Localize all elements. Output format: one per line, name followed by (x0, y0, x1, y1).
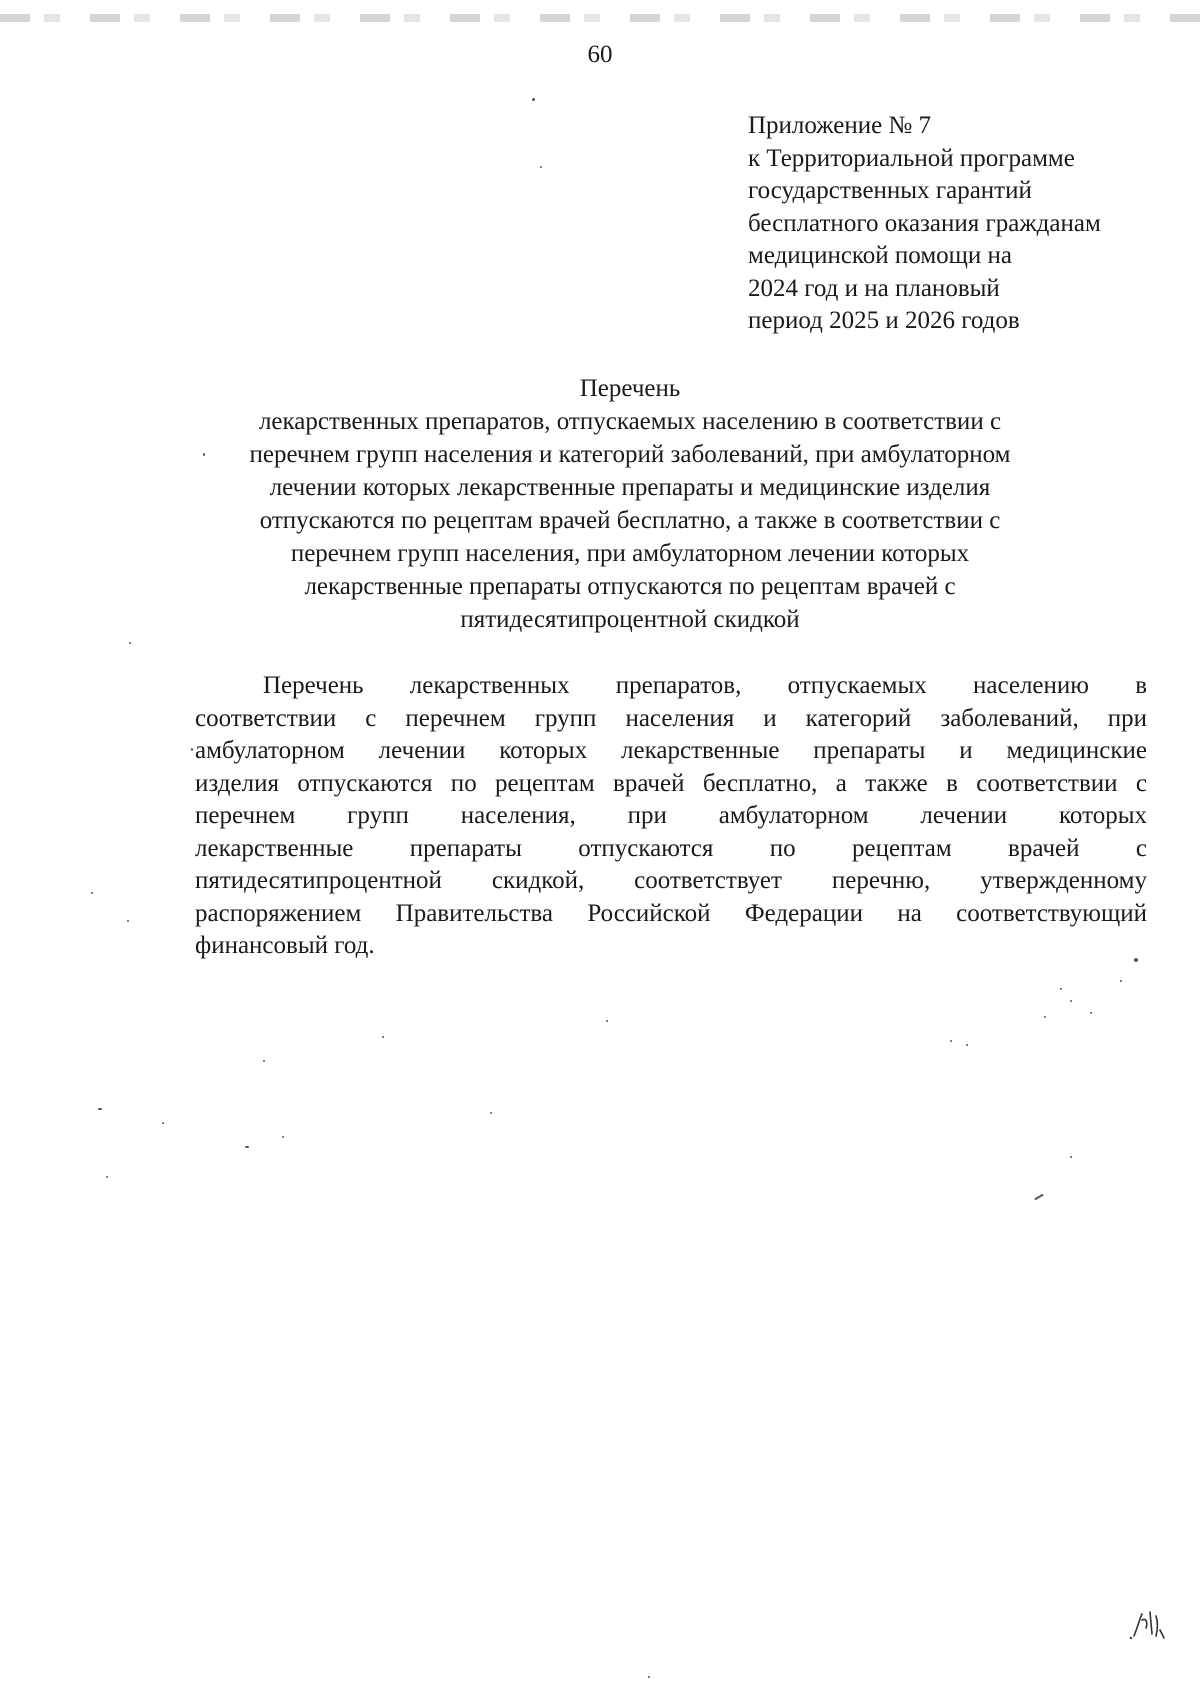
body-line: амбулаторном лечении которых лекарственные препараты и медицинские (195, 737, 1147, 764)
scan-speck (106, 1176, 108, 1178)
scan-speck (127, 920, 129, 922)
body-line: Перечень лекарственных препаратов, отпускаемых населению в (263, 672, 1147, 699)
body-line: перечнем групп населения, при амбулаторном лечении которых (195, 802, 1147, 829)
scan-speck (1134, 958, 1138, 962)
scan-speck (1044, 1016, 1046, 1018)
heading-line: пятидесятипроцентной скидкой (460, 606, 800, 633)
scan-speck (191, 748, 193, 751)
scan-speck (1060, 988, 1062, 990)
appendix-line: государственных гарантий (748, 177, 1032, 204)
body-line: распоряжением Правительства Российской Федерации на соответствующий (195, 899, 1147, 927)
scan-speck (282, 1136, 284, 1138)
heading-line: отпускаются по рецептам врачей бесплатно, а также в соответствии с (259, 507, 1001, 534)
scan-speck (532, 98, 535, 101)
scan-speck (1070, 1000, 1072, 1002)
appendix-line: бесплатного оказания гражданам (748, 209, 1101, 237)
scan-speck (950, 1040, 952, 1042)
appendix-line: к Территориальной программе (748, 144, 1075, 172)
scan-speck (648, 1676, 650, 1678)
scan-speck (203, 453, 205, 456)
appendix-line: 2024 год и на плановый (748, 274, 1000, 302)
scan-speck (540, 166, 542, 168)
scan-edge-artifact (0, 14, 1200, 22)
heading-line: перечнем групп населения и категорий заболеваний, при амбулаторном (249, 441, 1011, 468)
scan-speck (245, 1146, 249, 1148)
heading-line: лекарственных препаратов, отпускаемых населению в соответствии с (258, 408, 1002, 435)
appendix-line: период 2025 и 2026 годов (748, 307, 1020, 334)
heading-line: лечении которых лекарственные препараты и медицинские изделия (269, 474, 991, 501)
scan-speck (98, 1108, 102, 1110)
scan-speck (129, 642, 131, 644)
scan-speck (162, 1122, 164, 1124)
scan-speck (1034, 1194, 1044, 1201)
scan-speck (1070, 1156, 1072, 1158)
body-line: пятидесятипроцентной скидкой, соответствует перечню, утвержденному (195, 867, 1147, 894)
scan-speck (91, 892, 93, 894)
handwritten-mark (1128, 1608, 1168, 1642)
heading-line: лекарственные препараты отпускаются по рецептам врачей с (304, 573, 956, 600)
scan-speck (1120, 980, 1122, 982)
document-heading (180, 372, 1080, 636)
appendix-line: медицинской помощи на (748, 242, 1013, 269)
body-line: финансовый год. (195, 932, 375, 959)
scan-speck (490, 1112, 492, 1114)
scan-speck (966, 1044, 968, 1046)
body-line: лекарственные препараты отпускаются по рецептам врачей с (195, 834, 1147, 862)
appendix-block (748, 110, 1168, 338)
scan-speck (263, 1060, 265, 1062)
body-paragraph (195, 670, 1147, 963)
heading-title: Перечень (579, 375, 681, 402)
scan-speck (606, 1020, 608, 1022)
scan-speck (382, 1036, 384, 1038)
body-line: соответствии с перечнем групп населения и категорий заболеваний, при (195, 704, 1147, 732)
appendix-line: Приложение № 7 (748, 112, 932, 139)
scan-speck (1090, 1012, 1092, 1014)
heading-line: перечнем групп населения, при амбулаторном лечении которых (290, 540, 970, 567)
body-line: изделия отпускаются по рецептам врачей бесплатно, а также в соответствии с (195, 769, 1147, 797)
page-number: 60 (587, 41, 613, 68)
